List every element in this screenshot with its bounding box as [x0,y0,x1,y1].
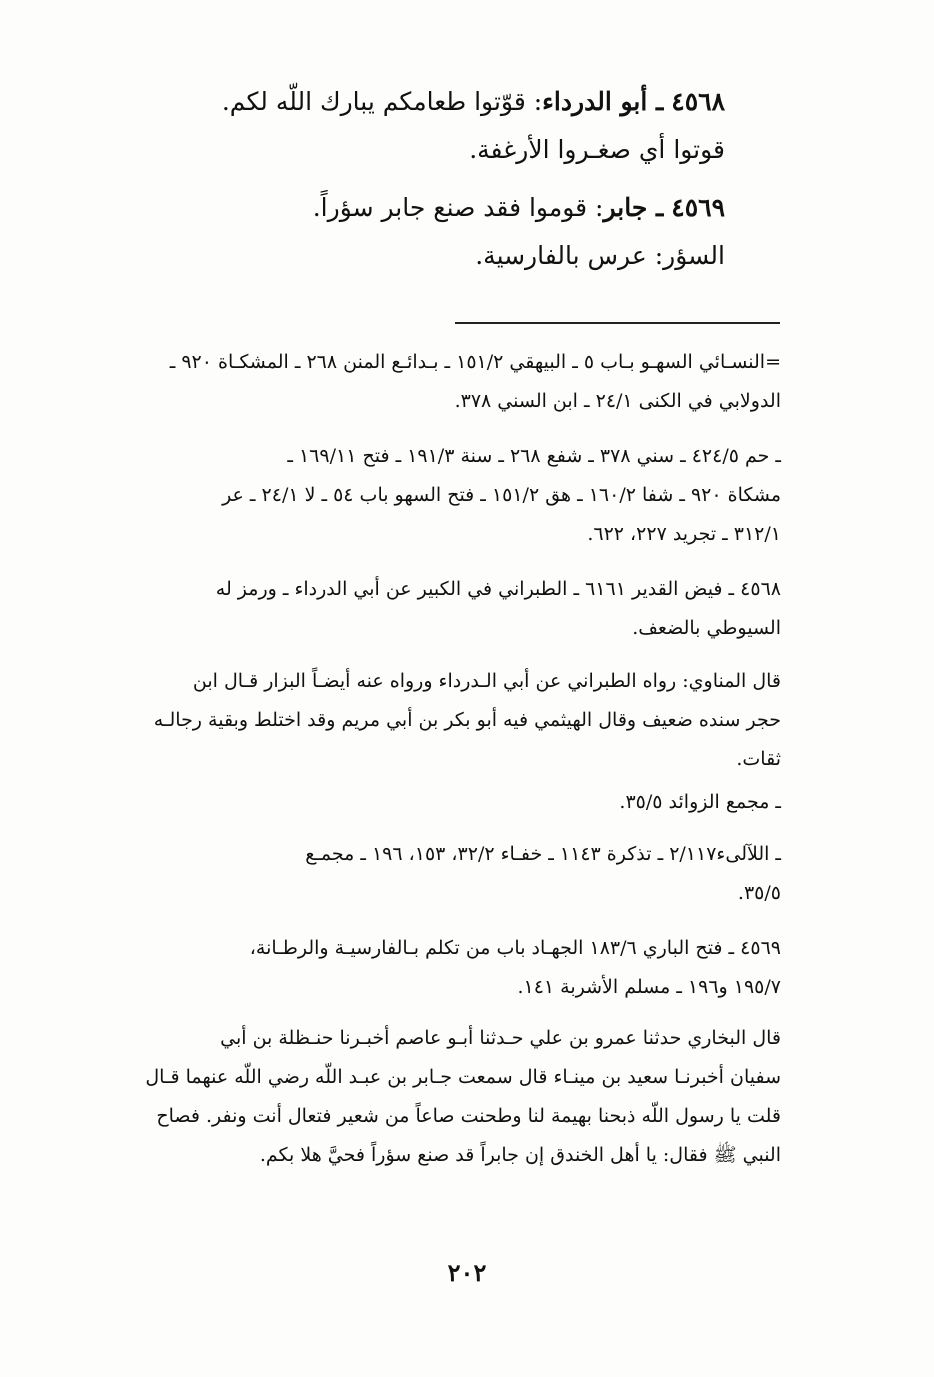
hadith-entry [190,78,725,174]
hadith-number: ٤٥٦٩ [671,193,725,222]
footnote-paragraph [103,437,781,554]
footnote-line: ٣١٢/١ ـ تجريد ٢٢٧، ٦٢٢. [587,523,781,545]
footnote-line: قال البخاري حدثنا عمرو بن علي حـدثنا أبـو عاصم أخبـرنا حنـظلة بن أبي [220,1027,781,1049]
narrator-name: جابر [603,193,648,222]
footnote-line: ١٩٥/٧ و١٩٦ ـ مسلم الأشربة ١٤١. [517,976,781,998]
page-number: ٢٠٢ [447,1258,487,1287]
footnote-line: الدولابي في الكنى ٢٤/١ ـ ابن السني ٣٧٨. [454,390,781,412]
footnote-line: ٣٥/٥. [737,882,781,904]
footnote-line: ـ مجمع الزوائد ٣٥/٥. [619,791,781,813]
footnote-paragraph [103,662,781,779]
footnote-line: ٤٥٦٨ ـ فيض القدير ٦١٦١ ـ الطبراني في الكبير عن أبي الدرداء ـ ورمز له [215,578,781,600]
hadith-text-line [190,184,725,232]
hadith-text: قوموا فقد صنع جابر سؤراً. [312,193,588,222]
footnote-line: ٤٥٦٩ ـ فتح الباري ١٨٣/٦ الجهـاد باب من تكلم بـالفارسيـة والرطـانة، [249,937,781,959]
footnote-line: قلت يا رسول اللّه ذبحنا بهيمة لنا وطحنت صاعاً من شعير فتعال أنت ونفر. فصاح [156,1105,781,1127]
footnote-paragraph [103,570,781,648]
hadith-number: ٤٥٦٨ [671,87,725,116]
footnote-line: ثقات. [736,748,781,770]
colon: : [587,193,604,222]
footnote-paragraph [103,929,781,1007]
narrator-name: أبو الدرداء [542,87,648,116]
hadith-entry [190,184,725,280]
footnote-paragraph [103,783,781,822]
footnote-line: سفيان أخبرنـا سعيد بن مينـاء قال سمعت جـابر بن عبـد اللّه رضي اللّه عنهما قـال [145,1066,781,1088]
dash: ـ [647,87,664,116]
footnote-divider [455,322,780,324]
footnote-paragraph [103,1019,781,1175]
footnote-paragraph [103,343,781,421]
footnote-line: السيوطي بالضعف. [632,617,781,639]
footnote-line: مشكاة ٩٢٠ ـ شفا ١٦٠/٢ ـ هق ١٥١/٢ ـ فتح السهو باب ٥٤ ـ لا ٢٤/١ ـ عر [222,484,781,506]
hadith-text: قوّتوا طعامكم يبارك اللّه لكم. [221,87,526,116]
footnote-paragraph [103,835,781,913]
footnote-line: قال المناوي: رواه الطبراني عن أبي الـدرداء ورواه عنه أيضـاً البزار قـال ابن [192,670,781,692]
footnote-line: ـ اللآلىء٢/١١٧ ـ تذكرة ١١٤٣ ـ خفـاء ٣٢/٢، ١٥٣، ١٩٦ ـ مجمـع [305,843,781,865]
footnote-line: ـ حم ٤٢٤/٥ ـ سني ٣٧٨ ـ شفع ٢٦٨ ـ سنة ١٩١/٣ ـ فتح ١٦٩/١١ ـ [287,445,781,467]
dash: ـ [647,193,664,222]
colon: : [525,87,543,116]
footnote-line: النبي ﷺ فقال: يا أهل الخندق إن جابراً قد صنع سؤراً فحيَّ هلا بكم. [259,1144,781,1166]
footnote-line: =النسـائي السهـو بـاب ٥ ـ البيهقي ١٥١/٢ ـ بـدائـع المنن ٢٦٨ ـ المشكـاة ٩٢٠ ـ [169,351,781,373]
footnote-line: حجر سنده ضعيف وقال الهيثمي فيه أبو بكر بن أبي مريم وقد اختلط وبقية رجالـه [153,709,781,731]
hadith-gloss: قوتوا أي صغـروا الأرغفة. [469,135,725,164]
hadith-text-line [190,78,725,126]
hadith-gloss: السؤر: عرس بالفارسية. [475,241,725,270]
